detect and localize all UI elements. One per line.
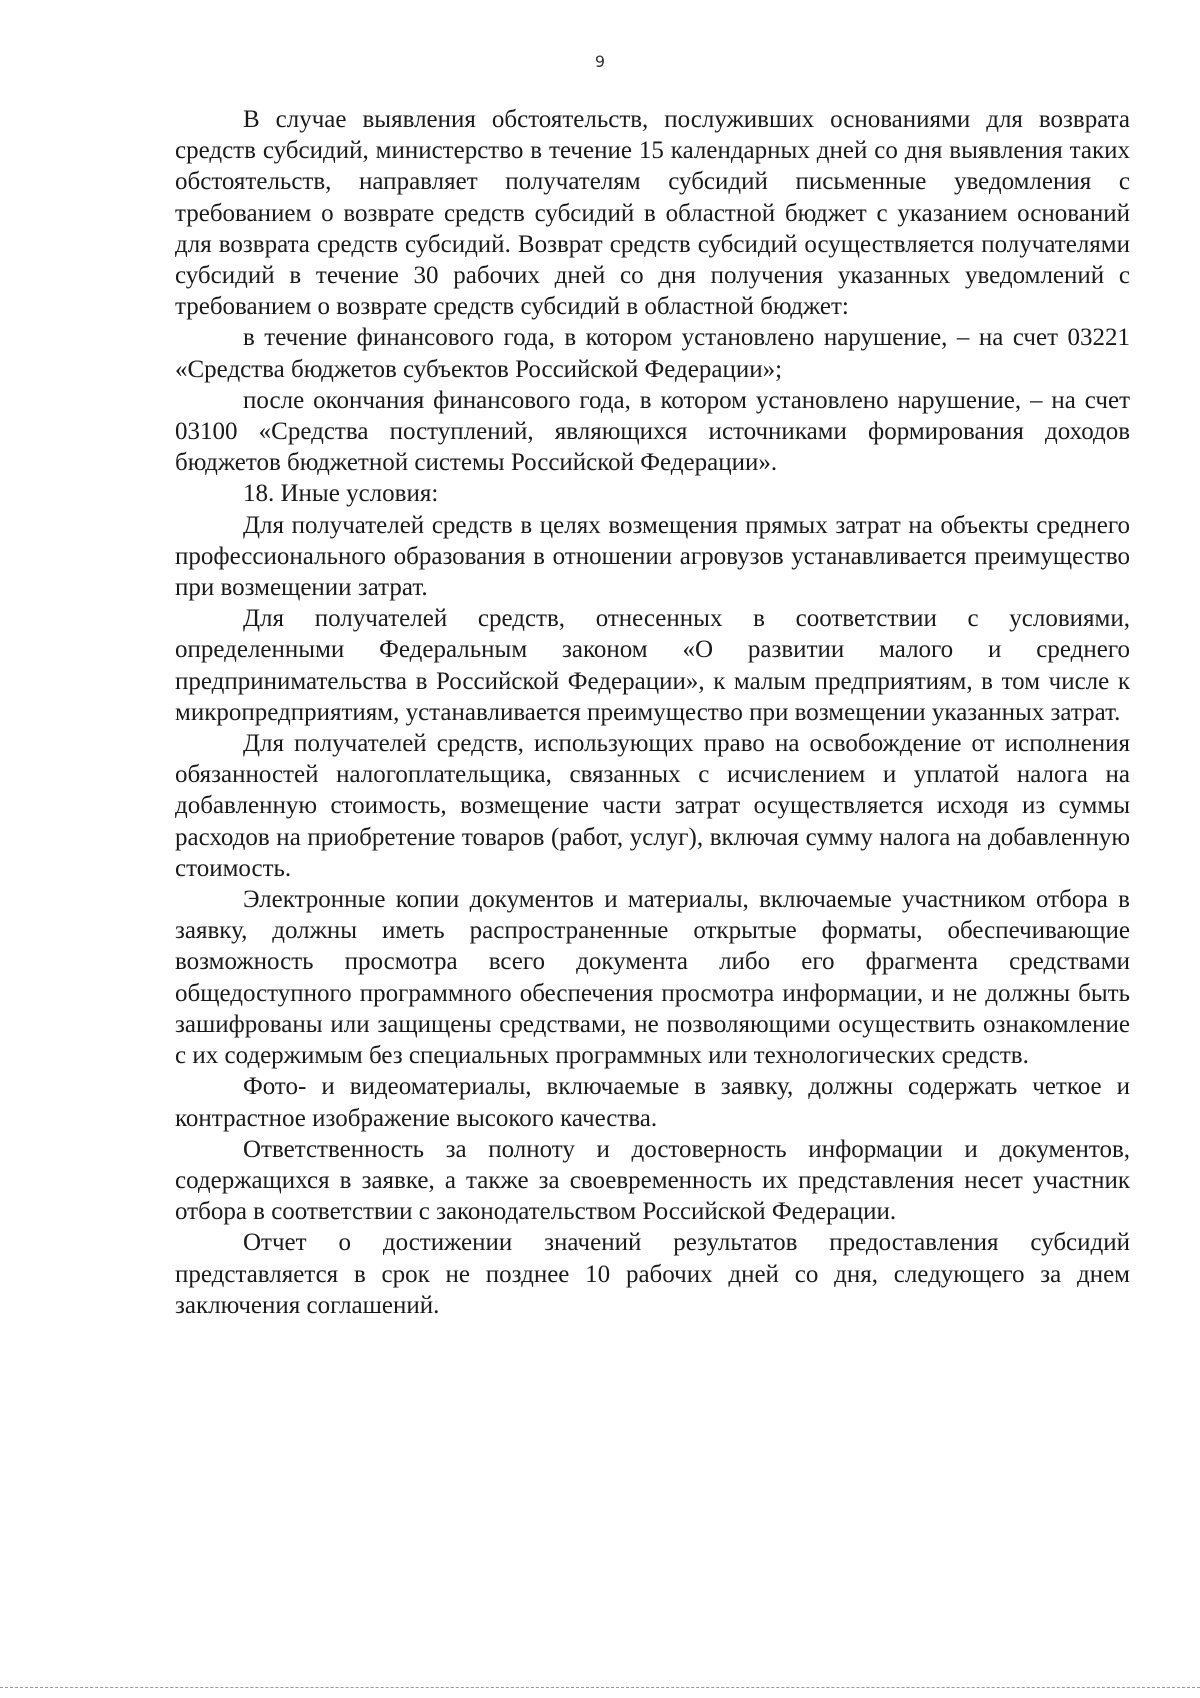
- document-body: [175, 104, 1130, 1321]
- paragraph-responsibility: Ответственность за полноту и достоверность информации и документов, содержащихся в заявке, а также за своевременность их представления несет участник отбора в соответствии с законодательством Российской Федерации.: [175, 1135, 1130, 1226]
- paragraph-vat-exemption: Для получателей средств, использующих право на освобождение от исполнения обязанностей налогоплательщика, связанных с исчислением и уплатой налога на добавленную стоимость, возмещение части затрат осуществляется исходя из суммы расходов на приобретение товаров (работ, услуг), включая сумму налога на добавленную стоимость.: [175, 730, 1130, 882]
- paragraph-account-current-year: в течение финансового года, в котором установлено нарушение, – на счет 03221 «Средства бюджетов субъектов Российской Федерации»;: [175, 324, 1130, 383]
- paragraph-account-after-year: после окончания финансового года, в котором установлено нарушение, – на счет 03100 «Средства поступлений, являющихся источниками формирования доходов бюджетов бюджетной системы Российской Федерации».: [175, 386, 1130, 477]
- section-heading-other-conditions: 18. Иные условия:: [243, 480, 439, 508]
- paragraph-photo-video: Фото- и видеоматериалы, включаемые в заявку, должны содержать четкое и контрастное изображение высокого качества.: [175, 1073, 1130, 1132]
- paragraph-small-business: Для получателей средств, отнесенных в соответствии с условиями, определенными Федеральным законом «О развитии малого и среднего предпринимательства в Российской Федерации», к малым предприятиям, в том числе к микропредприятиям, устанавливается преимущество при возмещении указанных затрат.: [175, 605, 1130, 726]
- paragraph-report-deadline: Отчет о достижении значений результатов предоставления субсидий представляется в срок не позднее 10 рабочих дней со дня, следующего за днем заключения соглашений.: [175, 1229, 1130, 1319]
- paragraph-refund-procedure: В случае выявления обстоятельств, послуживших основаниями для возврата средств субсидий, министерство в течение 15 календарных дней со дня выявления таких обстоятельств, направляет получателям субсидий письменные уведомления с требованием о возврате средств субсидий в областной бюджет с указанием оснований для возврата средств субсидий. Возврат средств субсидий осуществляется получателями субсидий в течение 30 рабочих дней со дня получения указанных уведомлений с требованием о возврате средств субсидий в областной бюджет:: [175, 106, 1130, 321]
- scan-edge-divider: [0, 1687, 1200, 1688]
- page-number: 9: [594, 52, 606, 71]
- paragraph-agro-universities: Для получателей средств в целях возмещения прямых затрат на объекты среднего профессионального образования в отношении агровузов устанавливается преимущество при возмещении затрат.: [175, 511, 1130, 602]
- paragraph-electronic-copies: Электронные копии документов и материалы, включаемые участником отбора в заявку, должны иметь распространенные открытые форматы, обеспечивающие возможность просмотра всего документа либо его фрагмента средствами общедоступного программного обеспечения просмотра информации, и не должны быть зашифрованы или защищены средствами, не позволяющими осуществить ознакомление с их содержимым без специальных программных или технологических средств.: [175, 886, 1130, 1070]
